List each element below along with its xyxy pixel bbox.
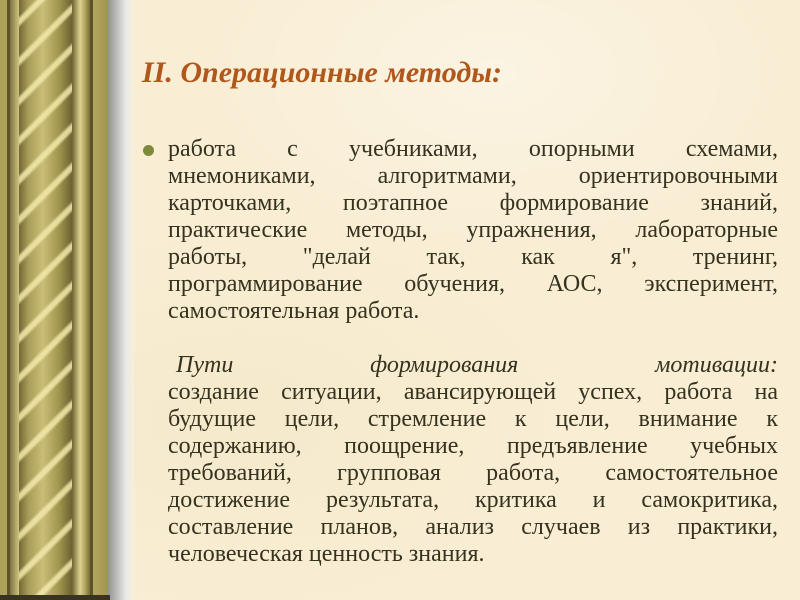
body-text-line: составление планов, анализ случаев из практики, <box>168 514 778 540</box>
motivation-paragraph <box>168 352 778 568</box>
column-edge-right <box>93 0 107 600</box>
body-text-line: человеческая ценность знания. <box>168 541 485 567</box>
column-twisted-shaft <box>19 0 72 600</box>
slide-title: II. Операционные методы: <box>142 56 503 89</box>
body-text-line: достижение результата, критика и самокритика, <box>168 487 778 513</box>
body-text-line: работы, "делай так, как я", тренинг, <box>168 244 778 270</box>
body-text-line: программирование обучения, АОС, эксперимент, <box>168 271 778 297</box>
column-foot-shadow <box>0 595 110 600</box>
bullet-paragraph <box>168 136 778 325</box>
body-text-line: практические методы, упражнения, лабораторные <box>168 217 778 243</box>
body-text-line: самостоятельная работа. <box>168 298 420 324</box>
slide-body <box>168 136 778 568</box>
body-text-line-italic: Пути формирования мотивации: <box>176 352 778 378</box>
column-band-right <box>72 0 90 600</box>
page-edge-gradient <box>107 0 134 600</box>
body-text-line: содержанию, поощрение, предъявление учебных <box>168 433 778 459</box>
body-text-line: работа с учебниками, опорными схемами, <box>168 136 778 162</box>
decorative-column-border <box>0 0 107 600</box>
body-text-line: карточками, поэтапное формирование знаний, <box>168 190 778 216</box>
bullet-icon <box>143 145 154 156</box>
column-band-left <box>10 0 19 600</box>
body-text-line: создание ситуации, авансирующей успех, работа на <box>168 379 778 405</box>
body-text-line: требований, групповая работа, самостоятельное <box>168 460 778 486</box>
body-text-line: будущие цели, стремление к цели, внимание к <box>168 406 778 432</box>
body-text-line: мнемониками, алгоритмами, ориентировочными <box>168 163 778 189</box>
